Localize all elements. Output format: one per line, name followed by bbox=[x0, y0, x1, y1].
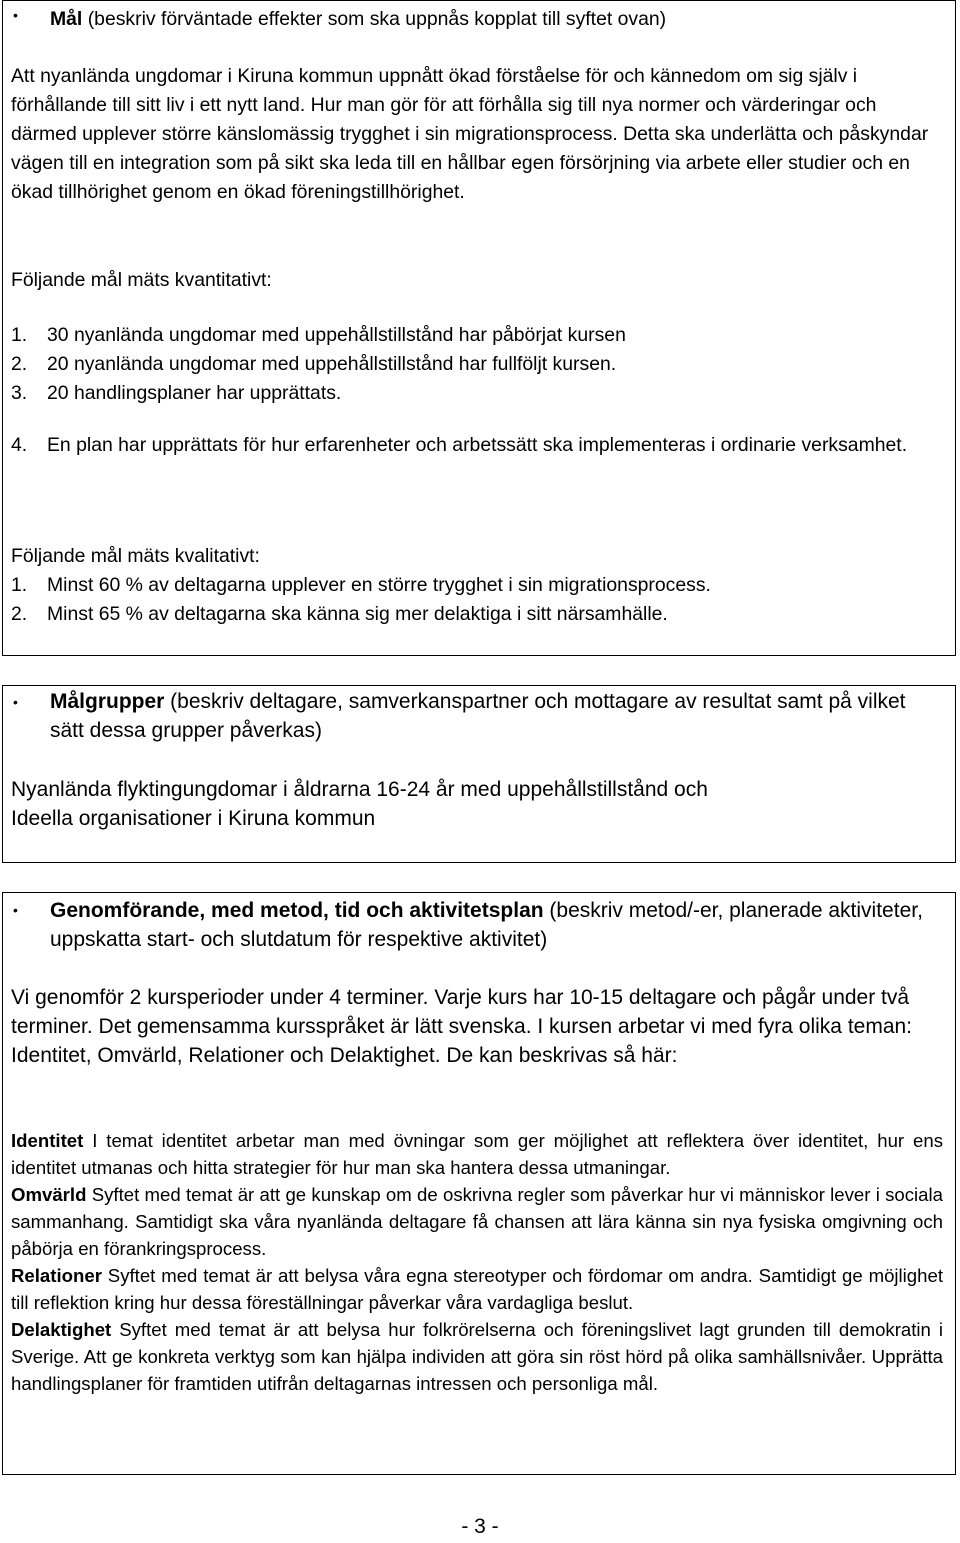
theme-term: Relationer bbox=[11, 1265, 102, 1286]
themes-list bbox=[11, 1127, 943, 1397]
list-item-number: 2. bbox=[11, 603, 28, 625]
goals-heading-rest: (beskriv förväntade effekter som ska uppnås kopplat till syftet ovan) bbox=[82, 8, 667, 30]
theme-text: Syftet med temat är att ge kunskap om de oskrivna regler som påverkar hur vi människor lever i sociala sammanhang. Samtidigt ska våra nyanlända deltagare få chansen att lära känna sin nya fysiska omgivning och påbörja en förankringsprocess. bbox=[11, 1184, 943, 1259]
theme-text: I temat identitet arbetar man med övningar som ger möjlighet att reflektera över identitet, hur ens identitet utmanas och hitta strategier för hur man ska hantera dessa utmaningar. bbox=[11, 1130, 943, 1178]
list-item-text: 20 handlingsplaner har upprättats. bbox=[47, 382, 342, 404]
list-item-number: 1. bbox=[11, 324, 28, 346]
implementation-intro: Vi genomför 2 kursperioder under 4 terminer. Varje kurs har 10-15 deltagare och pågår under två terminer. Det gemensamma kursspråket är lätt svenska. I kursen arbetar vi med fyra olika teman: Identitet, Omvärld, Relationer och Delaktighet. De kan beskrivas så här: bbox=[11, 986, 913, 1067]
list-item-number: 4. bbox=[11, 434, 28, 456]
list-item-text: En plan har upprättats för hur erfarenheter och arbetssätt ska implementeras i ordinarie verksamhet. bbox=[47, 434, 908, 456]
list-item-number: 1. bbox=[11, 574, 28, 596]
target-groups-heading-rest: (beskriv deltagare, samverkanspartner och mottagare av resultat samt på vilket sätt dessa grupper påverkas) bbox=[50, 690, 906, 742]
bullet-icon: • bbox=[13, 902, 18, 918]
theme-paragraph bbox=[11, 1181, 943, 1262]
goals-heading bbox=[50, 5, 935, 34]
theme-paragraph bbox=[11, 1127, 943, 1181]
goals-heading-bold: Mål bbox=[50, 8, 83, 30]
bullet-icon: • bbox=[13, 694, 18, 710]
list-item bbox=[11, 571, 943, 600]
theme-term: Identitet bbox=[11, 1130, 84, 1151]
implementation-heading bbox=[50, 896, 935, 954]
goals-body: Att nyanlända ungdomar i Kiruna kommun uppnått ökad förståelse för och kännedom om sig själv i förhållande till sitt liv i ett nytt land. Hur man gör för att förhålla sig till nya normer och värderingar och därmed upplever större känslomässig trygghet i sin migrationsprocess. Detta ska underlätta och påskyndar vägen till en integration som på sikt ska leda till en hållbar egen försörjning via arbete eller studier och en ökad tillhörighet genom en ökad föreningstillhörighet. bbox=[11, 65, 929, 203]
qual-list bbox=[11, 571, 943, 629]
list-item bbox=[11, 600, 943, 629]
quant-list bbox=[11, 321, 943, 460]
page-number: - 3 - bbox=[461, 1515, 499, 1538]
theme-text: Syftet med temat är att belysa hur folkrörelserna och föreningslivet lagt grunden till demokratin i Sverige. Att ge konkreta verktyg som kan hjälpa individen att göra sin röst hörd på olika samhällsnivåer. Upprätta handlingsplaner för framtiden utifrån deltagarnas intressen och personliga mål. bbox=[11, 1319, 943, 1394]
implementation-heading-rest: (beskriv metod/-er, planerade aktiviteter, uppskatta start- och slutdatum för respektive aktivitet) bbox=[50, 899, 923, 951]
list-item-number: 2. bbox=[11, 353, 28, 375]
list-item bbox=[11, 350, 943, 379]
list-item bbox=[11, 431, 943, 460]
qual-title: Följande mål mäts kvalitativt: bbox=[11, 545, 260, 567]
target-groups-line-2: Ideella organisationer i Kiruna kommun bbox=[11, 807, 376, 830]
theme-paragraph bbox=[11, 1262, 943, 1316]
goals-section bbox=[2, 0, 956, 656]
target-groups-section bbox=[2, 685, 956, 863]
theme-text: Syftet med temat är att belysa våra egna stereotyper och fördomar om andra. Samtidigt ge möjlighet till reflektion kring hur dessa föreställningar påverkar våra vardagliga beslut. bbox=[11, 1265, 943, 1313]
implementation-heading-bold: Genomförande, med metod, tid och aktivitetsplan bbox=[50, 899, 544, 922]
list-item-text: Minst 65 % av deltagarna ska känna sig mer delaktiga i sitt närsamhälle. bbox=[47, 603, 668, 625]
implementation-section bbox=[2, 892, 956, 1475]
theme-term: Omvärld bbox=[11, 1184, 87, 1205]
bullet-icon: • bbox=[13, 7, 18, 23]
list-item-text: Minst 60 % av deltagarna upplever en större trygghet i sin migrationsprocess. bbox=[47, 574, 711, 596]
list-item-number: 3. bbox=[11, 382, 28, 404]
list-item bbox=[11, 321, 943, 350]
target-groups-heading-bold: Målgrupper bbox=[50, 690, 165, 713]
theme-paragraph bbox=[11, 1316, 943, 1397]
target-groups-heading bbox=[50, 687, 935, 745]
theme-term: Delaktighet bbox=[11, 1319, 112, 1340]
list-item-text: 20 nyanlända ungdomar med uppehållstillstånd har fullföljt kursen. bbox=[47, 353, 617, 375]
list-item bbox=[11, 379, 943, 408]
quant-title: Följande mål mäts kvantitativt: bbox=[11, 269, 272, 291]
target-groups-line-1: Nyanlända flyktingungdomar i åldrarna 16-24 år med uppehållstillstånd och bbox=[11, 778, 708, 801]
list-item-text: 30 nyanlända ungdomar med uppehållstillstånd har påbörjat kursen bbox=[47, 324, 626, 346]
